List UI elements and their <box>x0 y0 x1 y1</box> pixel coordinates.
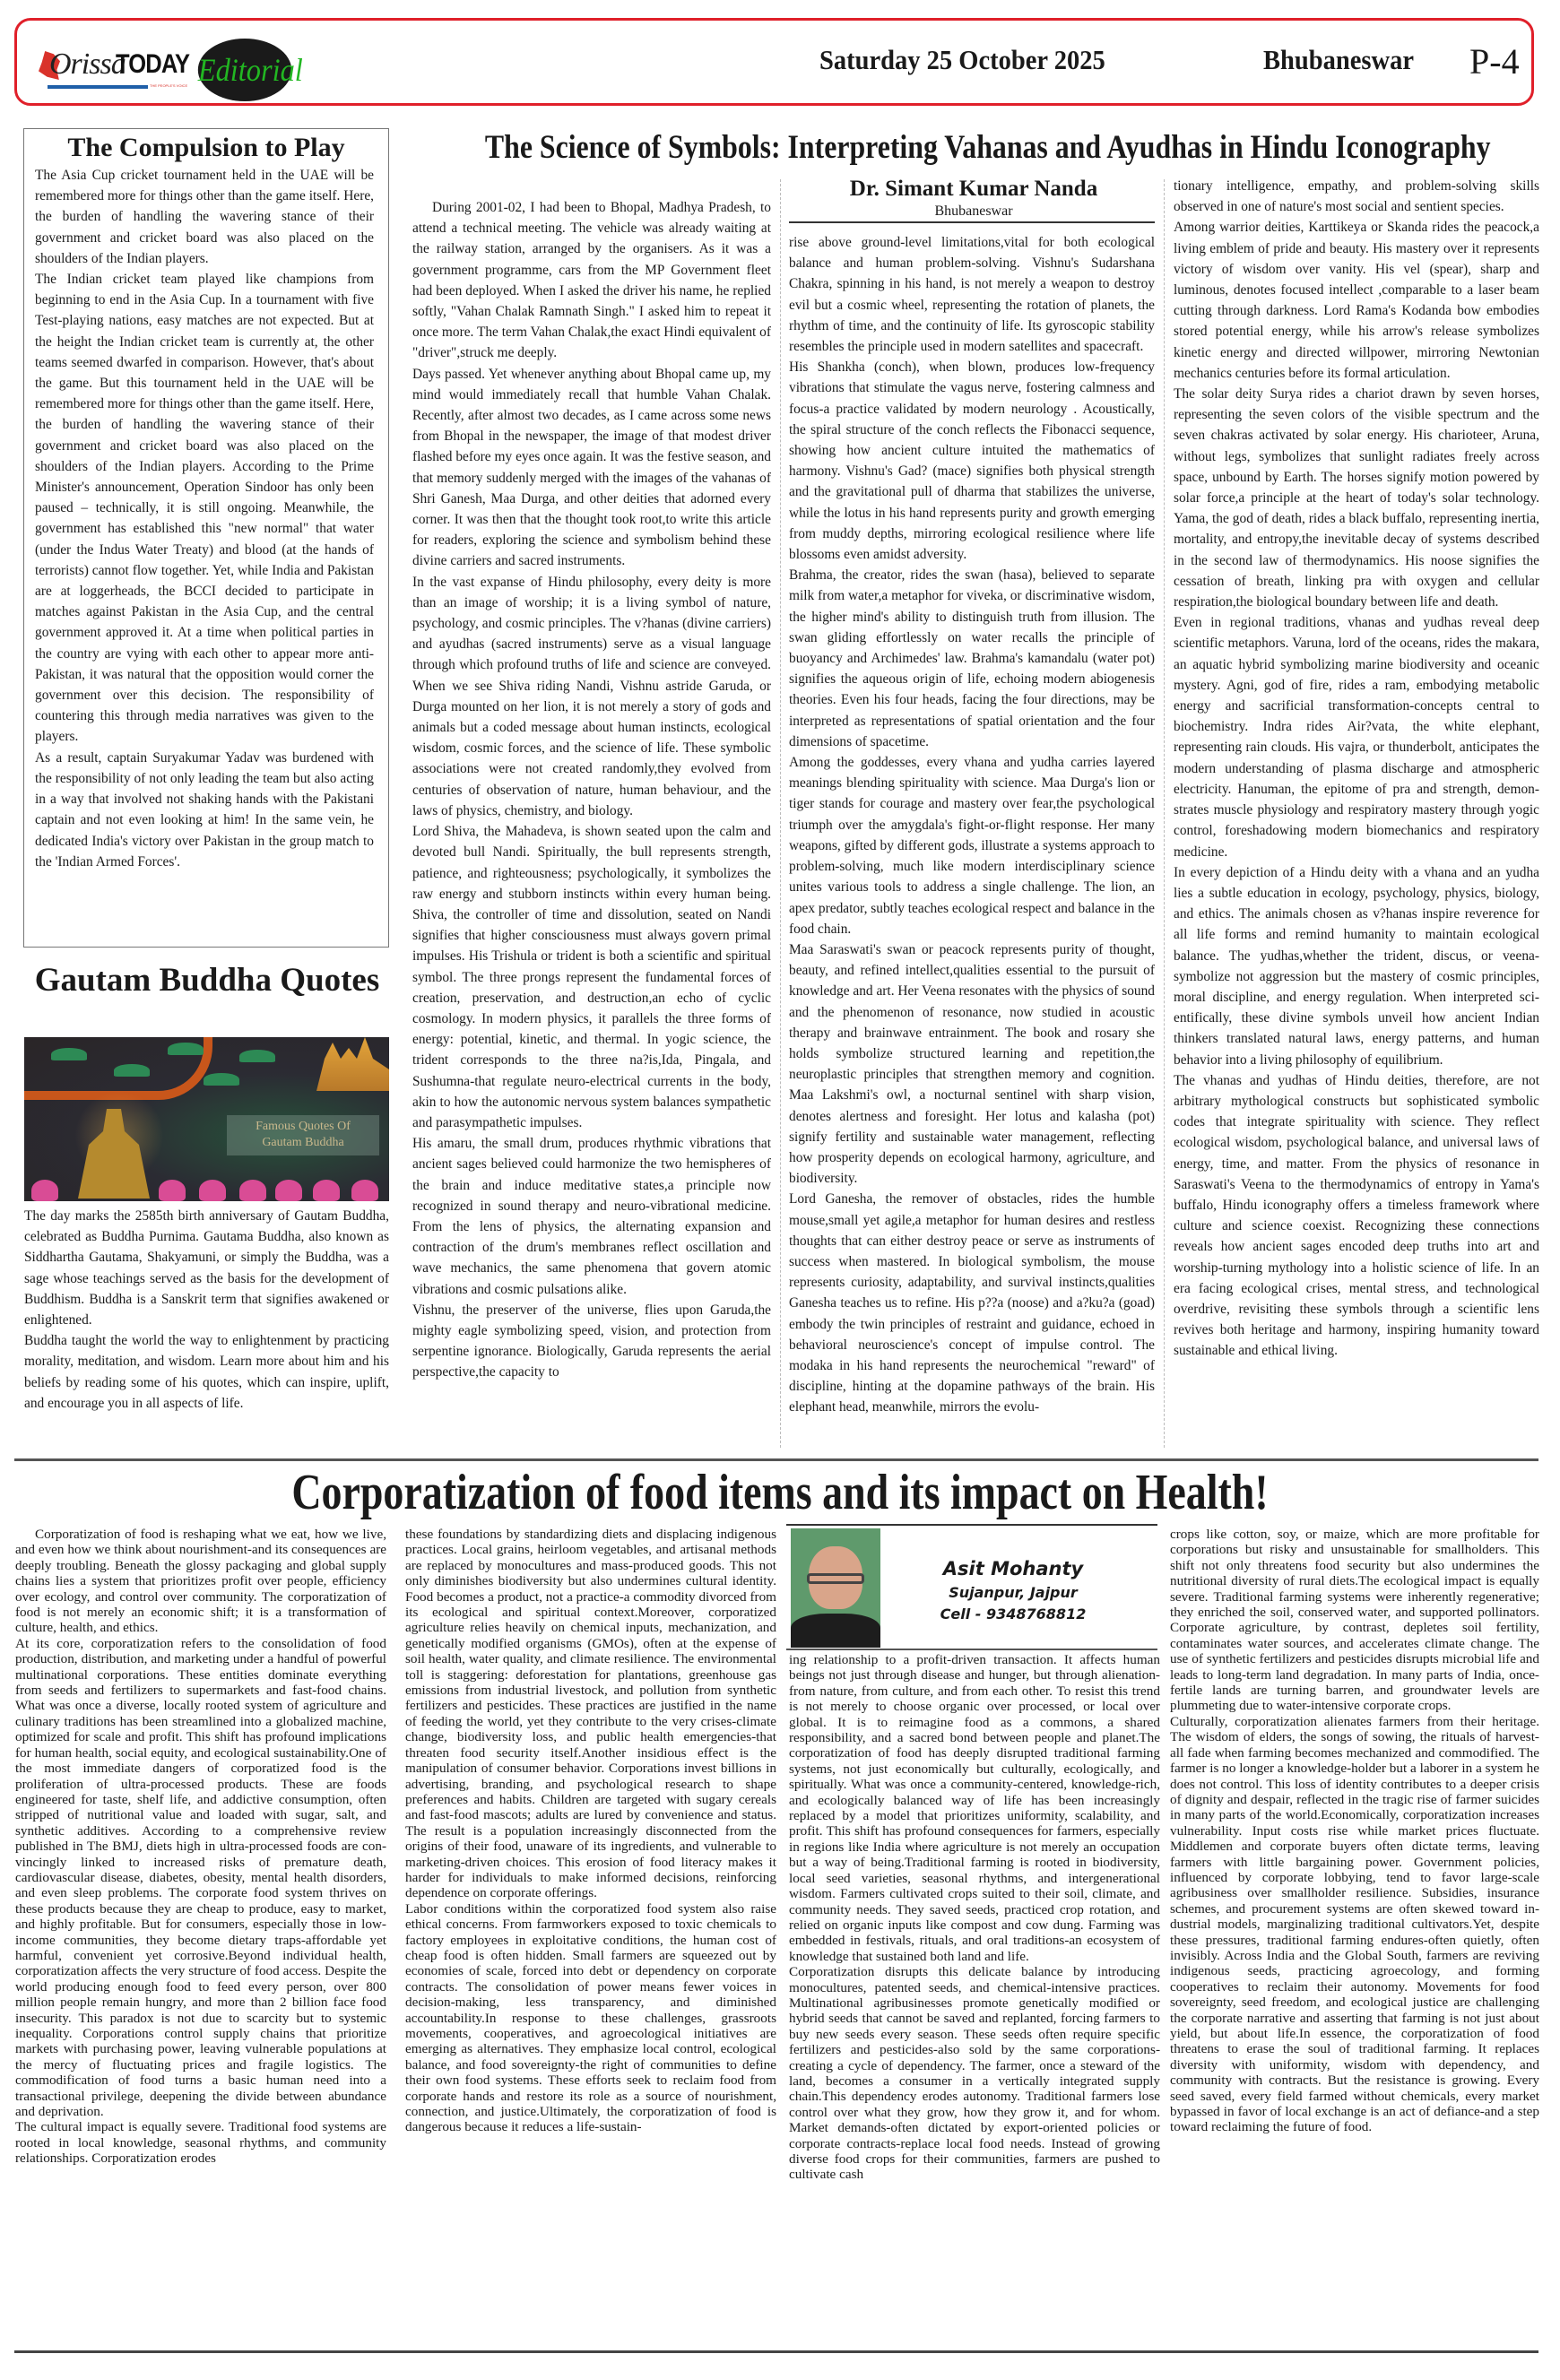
paragraph: Corporatization of food is reshaping what we eat, how we live, and even how we think about nourishment-and its consequences are deeply troubling. Beneath the glossy packaging and global supply chains lies a system that prioritizes profit over people, efficiency over ecology, and control over community. The corporatization of food is not merely an economic shift; it is a transformation of culture, health, and ethics. <box>15 1527 386 1636</box>
lotus-lamp-icon <box>199 1180 226 1201</box>
column-divider <box>780 179 781 1448</box>
paragraph: Lord Shiva, the Mahadeva, is shown seated upon the calm and devoted bull Nandi. Spiritually, the bull represents strength, patience, and righteousness; psychologically, it symbolizes the raw energy and stubborn instincts within every human being. Shiva, the controller of time and dissolution, seated on Nandi signifies that higher consciousness must always govern primal impulses. His Trishula or trident is both a scientific and spiritual symbol. The three prongs represent the fundamental forces of creation, preservation, and destruction,an echo of cyclic cosmology. In modern physics, it parallels the three forms of energy: potential, kinetic, and thermal. In yogic science, the trident corresponds to the three na?is,Ida, Pingala, and Sushumna-that regulate neuro-electrical currents in the body, akin to how the autonomic nervous system balances sympathetic and parasympathetic impulses. <box>412 824 771 1130</box>
paragraph: In the vast expanse of Hindu philosophy, every deity is more than an image of worship; it is a living symbol of nature, psychology, and cosmic principles. The v?hanas (divine carriers) and ayudhas (sacred instruments) serve as a visual language through which profound truths of life and science are conveyed. When we see Shiva riding Nandi, Vishnu astride Garuda, or Durga mounted on her lion, it is not merely a story of gods and animals but a coded message about human instincts, ecological wisdom, cosmic forces, and the science of life. These symbolic associations were not created randomly,they evolved from centuries of observation of nature, human behaviour, and the laws of physics, chemistry, and biology. <box>412 574 771 818</box>
lotus-lamp-icon <box>31 1180 58 1201</box>
column-divider <box>1164 179 1165 1448</box>
leaf-graphic <box>204 1073 239 1086</box>
paragraph: His Shankha (conch), when blown, produces low-frequency vibrations that stimulate the vagus nerve, fostering calmness and focus-a practice validated by modern neurology . Acoustically, the spiral structure of the conch reflects the Fibonacci sequence, showing how ancient culture intuited the mathematics of harmony. Vishnu's Gad? (mace) signifies both physical strength and the gravitational pull of dharma that stabilizes the universe, while the lotus in his hand represents purity and growth emerging from muddy depths, mirroring ecological resilience where life blossoms even amidst adversity. <box>789 359 1155 563</box>
paragraph: tionary intelligence, empathy, and problem-solving skills observed in one of nature's most social and sentient species. <box>1174 178 1539 215</box>
paragraph: Maa Saraswati's swan or peacock represents purity of thought, beauty, and refined intellect,qualities essential to the pursuit of knowledge and art. Her Veena resonates with the physics of sound and the phenomenon of resonance, now studied in acoustic therapy and brainwave entrainment. The book and rosary she holds symbolize structured learning and repetition,the neuroplastic principles that strengthen memory and cognition. Maa Lakshmi's owl, a nocturnal sentinel with sharp vision, denotes alertness and foresight. Her lotus and kalasha (pot) signify fertility and sustainable water management, reflecting how prosperity depends on ecological harmony, agriculture, and biodiversity. <box>789 941 1155 1187</box>
buddha-illustration <box>24 1037 389 1201</box>
author-phone: Cell - 9348768812 <box>940 1605 1087 1623</box>
paragraph: Days passed. Yet whenever anything about Bhopal came up, my mind would immediately recall that humble Vahan Chalak. Recently, after almost two decades, as I came across some news from Bhopal in the newspaper, the image of that modest driver flashed before my eyes once again. It was the festive season, and that memory suddenly merged with the images of the vahanas of Shri Ganesh, Maa Durga, and other deities that adorned every corner. It was then that the thought took root,to write this article for readers, exploring the science and symbolism behind these divine carriers and sacred instruments. <box>412 366 771 569</box>
leaf-graphic <box>168 1043 204 1055</box>
paragraph: The day marks the 2585th birth anniversary of Gautam Buddha, celebrated as Buddha Purnima. Gautama Buddha, also known as Siddhartha Gautama, Shakyamuni, or simply the Buddha, was a sage whose teachings served as the basis for the development of Buddhism. Buddha is a Sanskrit term that signifies awakened or enlightened. <box>24 1208 389 1328</box>
paragraph: During 2001-02, I had been to Bhopal, Madhya Pradesh, to attend a technical meeting. The vehicle was already waiting at the railway station, arranged by the organisers. As it was a government programme, cars from the MP Government fleet had been deployed. When I asked the driver his name, he replied softly, "Vahan Chalak Ramnath Singh." I asked him to repeat it once more. The term Vahan Chalak,the exact Hindi equivalent of "driver",struck me deeply. <box>412 200 771 361</box>
byline-rule <box>786 1649 1157 1650</box>
author-location: Bhubaneswar <box>934 203 1013 219</box>
temple-graphic <box>308 1037 389 1091</box>
logo-orissa: Orissa <box>49 48 126 81</box>
paragraph: At its core, corporatization refers to the consolidation of food production, distribution, and marketing under a handful of powerful multinational corporations. These entities dominate everything from seeds and fertilizers to supermarkets and fast-food chains. What was once a diverse, locally rooted system of agriculture and culinary traditions has been streamlined into a globalized machine, optimized for scale and profit. This shift has profound implications for human health, social equity, and ecological sustainability.One of the most immediate dangers of corporatized food is the proliferation of ultra-processed products. These are foods engineered for taste, shelf life, and addictive consumption, often stripped of nutritional value and loaded with sugar, salt, and synthetic additives. According to a comprehensive review published in The BMJ, diets high in ultra-processed foods are convincingly linked to increased risks of premature death, cardiovascular disease, diabetes, obesity, mental health disorders, and even sleep problems. The corporate food system thrives on these products because they are cheap to produce, easy to market, and highly profitable. But for consumers, especially those in low-income communities, they become dietary traps-affordable yet harmful, convenient yet corrosive.Beyond individual health, corporatization affects the very structure of food access. Despite the world producing enough food to feed every person, over 800 million people remain hungry, and more than 2 billion face food insecurity. This paradox is not due to scarcity but to systemic inequality. Corporations control supply chains that prioritize markets with purchasing power, leaving vulnerable populations at the mercy of fluctuating prices and fragile logistics. The commodification of food turns a basic human need into a transactional privilege, deepening the divide between abundance and deprivation. <box>15 1635 386 2120</box>
edition-city: Bhubaneswar <box>1263 44 1415 75</box>
leaf-graphic <box>239 1050 275 1062</box>
paragraph: Among warrior deities, Karttikeya or Skanda rides the peacock,a living emblem of pride and beauty. His mastery over it represents victory of wisdom over vanity. His vel (spear), sharp and luminous, denotes focused intellect ,comparable to a laser beam cutting through darkness. Lord Rama's Kodanda bow embodies stored potential energy, while his arrow's release symbolizes kinetic energy and directed willpower, mirroring Newtonian mechanics centuries before its formal articulation. <box>1174 220 1539 381</box>
article-title-science-of-symbols: The Science of Symbols: Interpreting Vahanas and Ayudhas in Hindu Iconography <box>484 129 1491 166</box>
buddha-quotes-title: Gautam Buddha Quotes <box>34 962 380 999</box>
food-column-4 <box>1170 1527 1539 2333</box>
paragraph: The Asia Cup cricket tournament held in the UAE will be remembered more for things other than the game itself. Here, the burden of handling the wavering stance of their government and cricket board was also placed on the shoulders of the Indian players. <box>35 168 374 266</box>
food-column-3 <box>789 1652 1160 2333</box>
paragraph: Buddha taught the world the way to enlightenment by practicing morality, meditation, and wisdom. Learn more about him and his beliefs by reading some of his quotes, which can inspire, uplift, and encourage you in all aspects of life. <box>24 1333 389 1411</box>
paragraph: Among the goddesses, every vhana and yudha carries layered meanings blending spirituality with science. Maa Durga's lion or tiger stands for courage and mastery over fear,the psychological triumph over the amygdala's fight-or-flight response. Her many weapons, gifted by different gods, illustrate a systems approach to problem-solving, much like modern interdisciplinary science unites various tools to address a single challenge. The lion, an apex predator, subtly teaches ecological respect and balance in the food chain. <box>789 755 1155 937</box>
section-badge-editorial: Editorial <box>198 39 291 101</box>
article-title-corporatization: Corporatization of food items and its impact on Health! <box>291 1465 1269 1520</box>
buddha-article-body <box>24 1206 389 1414</box>
paragraph: crops like cotton, soy, or maize, which are more profitable for corporations but risky and unsustainable for smallholders. This shift not only threatens food security but also undermines the nutritional diversity of rural diets.The ecological impact is equally severe. Traditional farming systems were inherently regenerative; they enriched the soil, conserved water, and supported pollinators. Corporate agriculture, by contrast, depletes soil fertility, contaminates water sources, and accelerates climate change. The use of synthetic fertilizers and pesticides disrupts microbial life and leads to long-term land degradation. In many parts of India, once-fertile lands are turning barren, and groundwater levels are plummeting due to water-intensive corporate crops. <box>1170 1527 1539 1714</box>
photo-shirt <box>791 1614 880 1648</box>
paragraph: rise above ground-level limitations,vital for both ecological balance and human problem-solving. Vishnu's Sudarshana Chakra, spinning in his hand, is not merely a weapon to destroy evil but a cosmic wheel, representing the rotation of planets, the rhythm of time, and the continuity of life. Its gyroscopic stability resembles the principle used in modern satellites and spacecraft. <box>789 235 1155 355</box>
paragraph: The Indian cricket team played like champions from beginning to end in the Asia Cup. In a tournament with five Test-playing nations, easy matches are not expected. But at the height the Indian cricket team is currently at, the other teams seemed dwarfed in comparison. However, that's about the game. But this tournament held in the UAE will be remembered more for things other than the game itself. Here, the burden of handling the wavering stance of their government and cricket board was also placed on the shoulders of the Indian players. According to the Prime Minister's announcement, Operation Sindoor has only been paused – technically, it is still ongoing. Meanwhile, the government has established this "new normal" that water (under the Indus Water Treaty) and blood (at the hands of terrorists) cannot flow together. Yet, while India and Pakistan are at loggerheads, the BCCI decided to participate in matches against Pakistan in the Asia Cup, and the central government approved it. At a time when political parties in the country are vying with each other to appear more anti-Pakistan, it was natural that the opposition would corner the government over this decision. The responsibility of countering this through media narratives was given to the players. <box>35 272 374 745</box>
author-name: Asit Mohanty <box>942 1558 1084 1579</box>
paragraph: ing relationship to a profit-driven transaction. It affects human beings not just through disease and hunger, but through alienation-from nature, from culture, and from each other. To resist this trend is not merely to choose organic over processed, or local over global. It is to reimagine food as a commons, a shared responsibility, and a sacred bond between people and planet.The corporatization of food has deeply disrupted traditional farming systems, not just economically but culturally, ecologically, and spiritually. What was once a community-centered, knowledge-rich, and ecologically balanced way of life has been increasingly replaced by a model that prioritizes uniformity, scalability, and profit. This shift has profound consequences for farmers, especially in regions like India where agriculture is not merely an occupation but a way of being.Traditional farming is rooted in biodiversity, local seed varieties, seasonal rhythms, and intergenerational wisdom. Farmers cultivated crops suited to their soil, climate, and community needs. They saved seeds, practiced crop rotation, and relied on organic inputs like compost and cow dung. Farming was embedded in festivals, rituals, and oral traditions-an ecosystem of knowledge that sustained both land and life. <box>789 1652 1160 1964</box>
paragraph: The vhanas and yudhas of Hindu deities, therefore, are not arbitrary mythological constructs but sophisticated symbolic codes that integrate spirituality with science. They reflect ecological wisdom, psychological balance, and universal laws of energy, time, and matter. From the physics of resonance in Saraswati's Veena to the thermodynamics of entropy in Yama's buffalo, Hindu iconography offers a timeless framework where culture and science coexist. Recognizing these connections reveals how ancient sages encoded deep truths into art and worship-turning mythology into a holistic science of life. In an era facing ecological crises, mental stress, and technological overdrive, revisiting these symbols through a scientific lens revives both heritage and harmony, inspiring humanity toward sustainable and ethical living. <box>1174 1072 1539 1359</box>
lotus-lamp-icon <box>239 1180 266 1201</box>
paragraph: Vishnu, the preserver of the universe, flies upon Garuda,the mighty eagle symbolizing speed, vision, and protection from serpentine ignorance. Biologically, Garuda represents the aerial perspective,the capacity to <box>412 1302 771 1380</box>
page-bottom-rule <box>14 2350 1538 2353</box>
leaf-graphic <box>51 1048 87 1060</box>
food-author-byline <box>897 1555 1130 1625</box>
paragraph: Corporatization disrupts this delicate balance by introducing monocultures, patented seeds, and chemical-intensive practices. Multinational agribusinesses promote genetically modified or hybrid seeds that cannot be saved and replanted, forcing farmers to buy new seeds every season. These seeds often require specific fertilizers and pesticides-also sold by the same corporations-creating a cycle of dependency. The farmer, once a steward of the land, becomes a consumer in a vertically integrated supply chain.This dependency erodes autonomy. Traditional farmers lose control over what they grow, how they grow it, and for whom. Market demands-often dictated by export-oriented policies or corporate contracts-replace local food needs. Instead of growing diverse food crops for their communities, farmers are pushed to cultivate cash <box>789 1964 1160 2183</box>
symbols-column-1 <box>412 197 771 1448</box>
food-column-1 <box>15 1527 386 2333</box>
paragraph: Culturally, corporatization alienates farmers from their heritage. The wisdom of elders, the songs of sowing, the rituals of harvest-all fade when farming becomes mechanized and commodified. The farmer is no longer a knowledge-holder but a laborer in a system he does not control. This loss of identity contributes to a deeper crisis of dignity and despair, reflected in the tragic rise of farmer suicides in many parts of the world.Economically, corporatization increases vulnerability. Input costs rise while market prices fluctuate. Middlemen and corporate buyers often dictate terms, leaving farmers with little bargaining power. Government policies, influenced by corporate lobbying, tend to favor large-scale agribusiness over smallholder resilience. Subsidies, insurance schemes, and procurement systems are often skewed toward industrial models, marginalizing traditional cultivators.Yet, despite these pressures, traditional farming endures-often quietly, often invisibly. Across India and the Global South, farmers are reviving indigenous seeds, practicing agroecology, and forming cooperatives to reclaim their autonomy. Movements for food sovereignty, seed freedom, and ecological justice are challenging the corporate narrative and asserting that farming is not just about yield, but about life.In essence, the corporatization of food threatens to erase the soul of traditional farming. It replaces diversity with uniformity, wisdom with dependency, and community with contracts. But the resistance is growing. Every seed saved, every field farmed without chemicals, every market bypassed in favor of local exchange is an act of defiance-and a step toward reclaiming the future of food. <box>1170 1713 1539 2135</box>
byline-rule <box>786 1524 1157 1526</box>
food-column-2 <box>405 1527 776 2333</box>
paragraph: Labor conditions within the corporatized food system also raise ethical concerns. From farmworkers exposed to toxic chemicals to factory employees in exploitative conditions, the human cost of cheap food is often hidden. Small farmers are squeezed out by economies of scale, forced into debt or dependency on corporate contracts. The consolidation of power means fewer voices in decision-making, less transparency, and diminished accountability.In response to these challenges, grassroots movements, cooperatives, and agroecological initiatives are emerging as alternatives. They emphasize local control, ecological balance, and food sovereignty-the right of communities to define their own food systems. These efforts seek to reclaim food from corporate hands and restore its role as a source of nourishment, connection, and justice.Ultimately, the corporatization of food is dangerous because it reduces a life-sustain- <box>405 1900 776 2135</box>
caption-line: Famous Quotes Of <box>256 1120 351 1133</box>
paragraph: Brahma, the creator, rides the swan (hasa), believed to separate milk from water,a metaphor for viveka, or discriminative wisdom, the higher mind's ability to distinguish truth from illusion. The swan gliding effortlessly on water recalls the principle of buoyancy and Archimedes' law. Brahma's kamandalu (water pot) signifies the aqueous origin of life, echoing modern abiogenesis theories. Even his four heads, facing the four directions, may be interpreted as representations of spatial orientation and the four dimensions of spacetime. <box>789 567 1155 749</box>
photo-glasses <box>807 1573 864 1584</box>
lotus-lamp-icon <box>159 1180 186 1201</box>
logo-tagline: THE PEOPLE'S VOICE <box>150 83 188 88</box>
paragraph: His amaru, the small drum, produces rhythmic vibrations that ancient sages believed could harmonize the two hemispheres of the brain and induce meditative states,a principle now recognized in sound therapy and neuro-vibrational medicine. From the lens of physics, the alternating expansion and contraction of the drum's membranes reflect oscillation and wave mechanics, the same phenomena that govern atomic vibrations and cosmic pulsations alike. <box>412 1136 771 1297</box>
logo-today: TODAY <box>116 49 190 79</box>
caption-line: Gautam Buddha <box>262 1136 344 1149</box>
section-divider <box>14 1458 1538 1461</box>
issue-date: Saturday 25 October 2025 <box>819 44 1105 75</box>
paragraph: The cultural impact is equally severe. Traditional food systems are rooted in local knowledge, seasonal rhythms, and community relationships. Corporatization erodes <box>15 2119 386 2167</box>
paragraph: In every depiction of a Hindu deity with a vhana and an yudha lies a subtle education in ecology, psychology, physics, biology, and ethics. The animals chosen as v?hanas inspire reverence for all life forms and remind humanity to maintain ecological balance. The yudhas,whether the trident, discus, or veena-symbolize not aggression but the mastery of cosmic principles, moral discipline, and energy regulation. When interpreted scientifically, these divine symbols unveil how ancient Indian thinkers translated natural laws, energy patterns, and human behavior into a living philosophy of equilibrium. <box>1174 864 1539 1068</box>
image-caption <box>227 1115 379 1155</box>
lotus-lamp-icon <box>275 1180 302 1201</box>
article-body <box>24 163 388 872</box>
symbols-column-3 <box>1174 176 1539 1449</box>
lotus-lamp-icon <box>351 1180 378 1201</box>
author-name: Dr. Simant Kumar Nanda <box>849 177 1098 201</box>
logo-bar <box>48 85 148 89</box>
leaf-graphic <box>114 1064 150 1077</box>
orissa-today-logo <box>39 44 190 89</box>
paragraph: these foundations by standardizing diets and displacing indigenous practices. Local grains, heirloom vegetables, and artisanal methods are replaced by monocultures and mass-produced goods. This not only diminishes biodiversity but also undermines cultural identity. Food becomes a product, not a practice-a commodity divorced from its ecological and spiritual context.Moreover, corporatized agriculture relies heavily on chemical inputs, mechanization, and genetically modified organisms (GMOs), often at the expense of soil health, water quality, and climate resilience. The environmental toll is staggering: deforestation for plantations, greenhouse gas emissions from industrial livestock, and pollution from synthetic fertilizers and pesticides. These practices are justified in the name of feeding the world, yet they contribute to the very crises-climate change, biodiversity loss, and public health emergencies-that threaten food security itself.Another insidious effect is the manipulation of consumer behavior. Corporations invest billions in advertising, branding, and psychological research to shape preferences and habits. Children are targeted with sugary cereals and fast-food mascots; adults are lured by convenience and status. The result is a population increasingly disconnected from the origins of their food, unaware of its ingredients, and vulnerable to marketing-driven choices. This erosion of food literacy makes it harder for individuals to make informed decisions, reinforcing dependence on corporate offerings. <box>405 1527 776 1901</box>
author-byline <box>789 176 1158 221</box>
byline-rule <box>789 221 1155 223</box>
masthead <box>14 18 1534 106</box>
paragraph: The solar deity Surya rides a chariot drawn by seven horses, representing the seven colors of the visible spectrum and the seven chakras activated by solar energy. His charioteer, Aruna, without legs, symbolizes that sunlight radiates freely across space, unbound by Earth. The horses signify motion powered by solar force,a principle at the heart of today's solar technology. Yama, the god of death, rides a black buffalo, representing inertia, mortality, and entropy,the inevitable decay of systems described in the second law of thermodynamics. His noose signifies the cessation of breath, linking pra with oxygen and cellular respiration,the biological boundary between life and death. <box>1174 386 1539 610</box>
paragraph: Even in regional traditions, vhanas and yudhas reveal deep scientific metaphors. Varuna, lord of the oceans, rides the makara, an aquatic hybrid symbolizing marine biodiversity and oceanic mystery. Agni, god of fire, rides a ram, embodying metabolic energy and sacrificial transformation-concepts central to biochemistry. Indra rides Air?vata, the white elephant, representing rain clouds. His vajra, or thunderbolt, anticipates the modern understanding of plasma discharge and atmospheric electricity. Hanuman, the epitome of pra and strength, demonstrates muscle physiology and respiratory mastery through yogic control, foreshadowing modern biomechanics and respiratory medicine. <box>1174 615 1539 860</box>
article-compulsion-to-play <box>23 128 389 948</box>
author-photo <box>791 1528 880 1648</box>
lotus-lamp-icon <box>313 1180 340 1201</box>
article-title: The Compulsion to Play <box>67 133 345 162</box>
author-location: Sujanpur, Jajpur <box>949 1584 1078 1601</box>
symbols-column-2 <box>789 232 1155 1451</box>
paragraph: As a result, captain Suryakumar Yadav was burdened with the responsibility of not only leading the team but also acting in a way that involved not shaking hands with the Pakistani captain and not even looking at him! In the same vein, he dedicated India's victory over Pakistan in the group match to the 'Indian Armed Forces'. <box>35 749 374 870</box>
paragraph: Lord Ganesha, the remover of obstacles, rides the humble mouse,small yet agile,a metaphor for human desires and restless thoughts that can either destroy peace or serve as instruments of success when mastered. In biological symbolism, the mouse represents curiosity, adaptability, and survival instincts,qualities Ganesha teaches us to refine. His p??a (noose) and a?ku?a (goad) embody the twin principles of restraint and guidance, echoed in behavioral neuroscience's concept of impulse control. The modaka in his hand represents the neurochemical "reward" of discipline, hinting at the dopamine pathways of the brain. His elephant head, meanwhile, mirrors the evolu- <box>789 1191 1155 1415</box>
page-number: P-4 <box>1469 41 1520 82</box>
